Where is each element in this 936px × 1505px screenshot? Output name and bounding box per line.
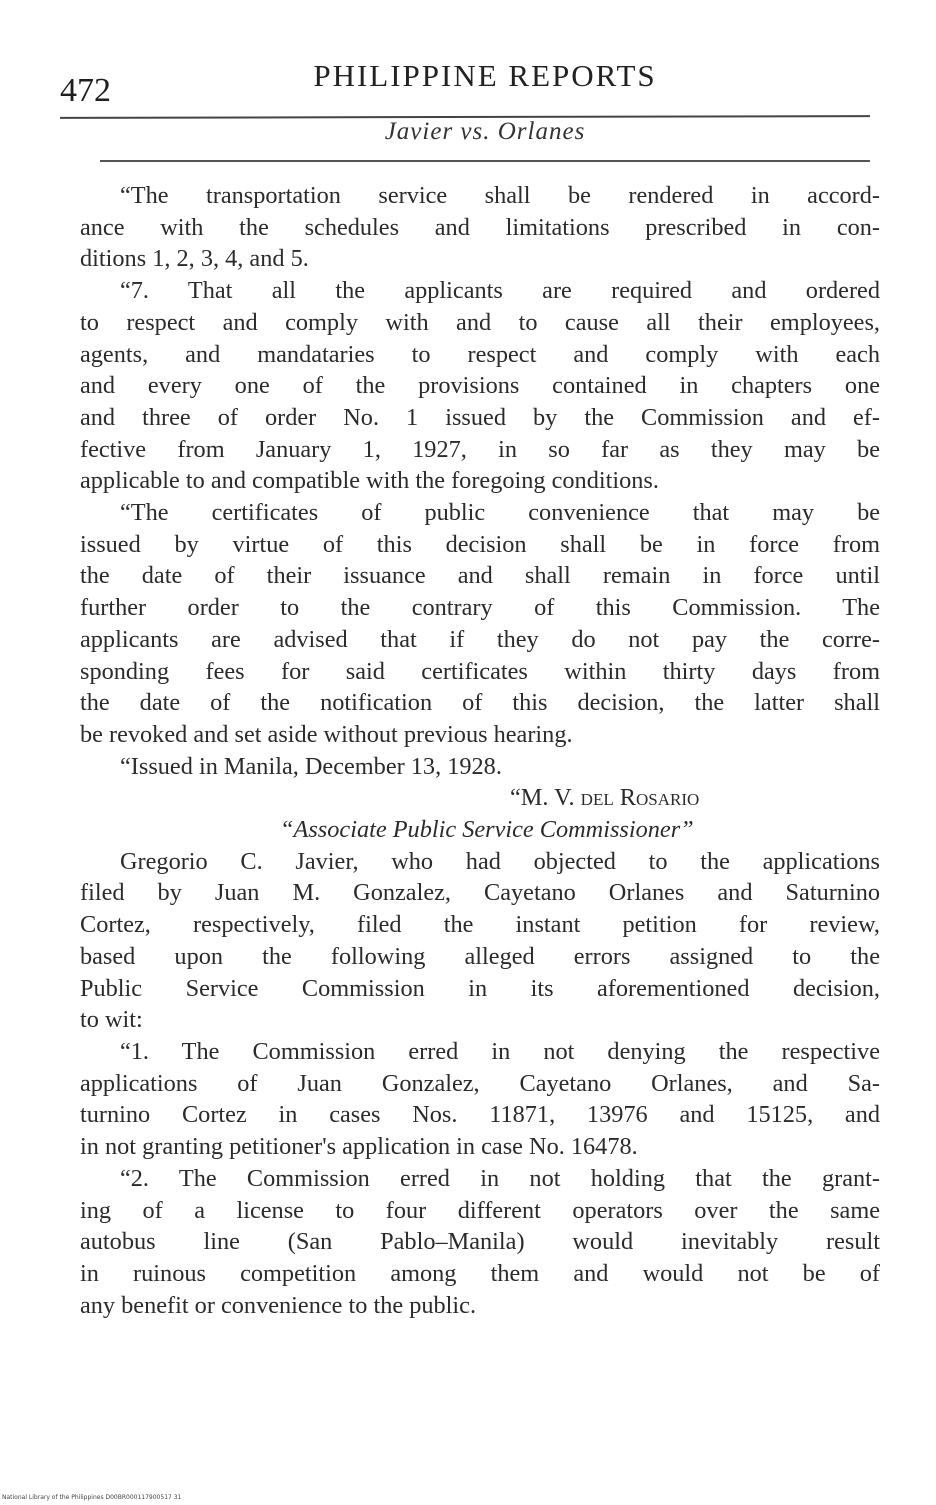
text-line: to respect and comply with and to cause all their employees, bbox=[80, 308, 880, 336]
text-line: the date of the notification of this decision, the latter shall bbox=[80, 689, 880, 717]
text-line: Gregorio C. Javier, who had objected to the applications bbox=[120, 847, 880, 875]
title-rule bbox=[100, 160, 870, 162]
paragraph-condition-7 bbox=[80, 275, 880, 497]
text-line: issued by virtue of this decision shall be in force from bbox=[80, 530, 880, 558]
text-line: filed by Juan M. Gonzalez, Cayetano Orlanes and Saturnino bbox=[80, 879, 880, 907]
body-text bbox=[80, 180, 880, 1321]
text-line: the date of their issuance and shall remain in force until bbox=[80, 562, 880, 590]
paragraph-transport-service bbox=[80, 180, 880, 275]
paragraph-error-2 bbox=[80, 1163, 880, 1322]
text-line: “The transportation service shall be rendered in accord- bbox=[120, 182, 880, 209]
text-line: to wit: bbox=[80, 1006, 143, 1034]
text-line: autobus line (San Pablo–Manila) would inevitably result bbox=[80, 1228, 880, 1256]
text-line: ing of a license to four different operators over the same bbox=[80, 1196, 880, 1224]
text-line: “1. The Commission erred in not denying the respective bbox=[120, 1037, 880, 1065]
signature-title: “Associate Public Service Commissioner” bbox=[280, 816, 694, 844]
signature-prefix: “M. V. bbox=[510, 784, 581, 812]
text-line: sponding fees for said certificates within thirty days from bbox=[80, 657, 880, 685]
text-line: applicable to and compatible with the foregoing conditions. bbox=[80, 467, 659, 495]
signature-surname: del Rosario bbox=[580, 784, 700, 812]
paragraph-certificates bbox=[80, 497, 880, 751]
text-line: Public Service Commission in its aforementioned decision, bbox=[80, 974, 880, 1002]
text-line: “7. That all the applicants are required and ordered bbox=[120, 277, 880, 305]
text-line: “Issued in Manila, December 13, 1928. bbox=[120, 752, 502, 780]
library-watermark: National Library of the Philippines D00BR000117900517 31 bbox=[2, 1494, 182, 1501]
text-line: ditions 1, 2, 3, 4, and 5. bbox=[80, 245, 309, 273]
text-line: ance with the schedules and limitations prescribed in con- bbox=[80, 213, 880, 241]
text-line: applicants are advised that if they do not pay the corre- bbox=[80, 625, 880, 653]
text-line: agents, and mandataries to respect and comply with each bbox=[80, 340, 880, 368]
text-line: in ruinous competition among them and would not be of bbox=[80, 1259, 880, 1287]
paragraph-petition bbox=[80, 846, 880, 1036]
paragraph-issued bbox=[80, 751, 880, 783]
text-line: and every one of the provisions contained in chapters one bbox=[80, 372, 880, 400]
text-line: be revoked and set aside without previous hearing. bbox=[80, 720, 573, 748]
text-line: in not granting petitioner's application in case No. 16478. bbox=[80, 1133, 638, 1161]
text-line: further order to the contrary of this Commission. The bbox=[80, 594, 880, 622]
case-title: Javier vs. Orlanes bbox=[384, 118, 586, 145]
text-line: and three of order No. 1 issued by the Commission and ef- bbox=[80, 403, 880, 431]
text-line: “The certificates of public convenience that may be bbox=[120, 499, 880, 527]
page-number: 472 bbox=[60, 72, 111, 109]
text-line: “2. The Commission erred in not holding that the grant- bbox=[120, 1164, 880, 1192]
paragraph-error-1 bbox=[80, 1036, 880, 1163]
text-line: any benefit or convenience to the public. bbox=[80, 1291, 477, 1319]
text-line: based upon the following alleged errors assigned to the bbox=[80, 942, 880, 970]
signature-name bbox=[80, 782, 880, 814]
text-line: turnino Cortez in cases Nos. 11871, 13976 and 15125, and bbox=[80, 1101, 880, 1129]
text-line: Cortez, respectively, filed the instant petition for review, bbox=[80, 911, 880, 939]
text-line: applications of Juan Gonzalez, Cayetano Orlanes, and Sa- bbox=[80, 1069, 880, 1097]
running-head: PHILIPPINE REPORTS bbox=[313, 58, 657, 93]
text-line: fective from January 1, 1927, in so far as they may be bbox=[80, 435, 880, 463]
